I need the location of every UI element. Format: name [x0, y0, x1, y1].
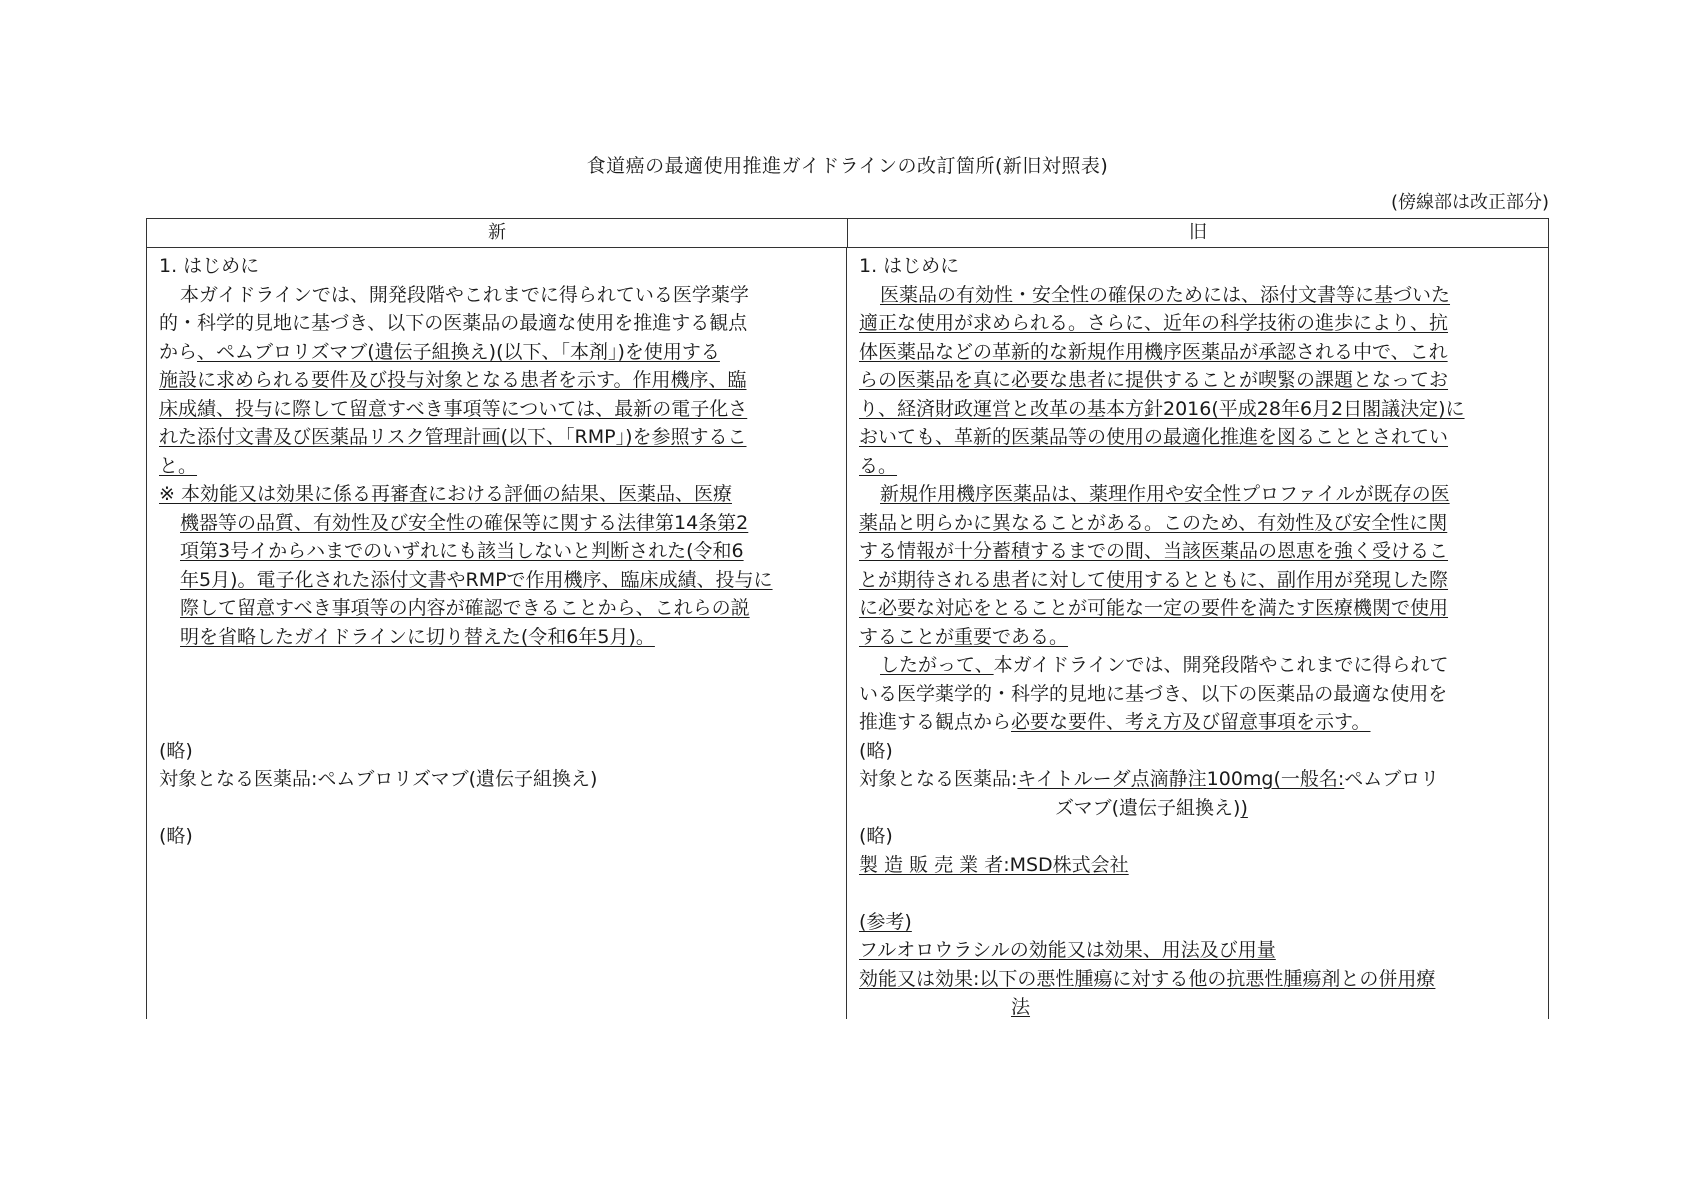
- old-p2-line: [859, 480, 1536, 509]
- old-target-drug: [859, 765, 1536, 794]
- old-drug-text: ズマブ(遺伝子組換え): [1055, 796, 1241, 819]
- new-p2-line: 際して留意すべき事項等の内容が確認できることから、これらの説: [180, 597, 750, 619]
- old-p3-line: [859, 651, 1536, 680]
- new-p1-line: 本ガイドラインでは、開発段階やこれまでに得られている医学薬学: [180, 283, 749, 306]
- old-p1-line: 体医薬品などの革新的な新規作用機序医薬品が承認される中で、これ: [859, 340, 1448, 363]
- new-p2-line: 年5月)。電子化された添付文書やRMPで作用機序、臨床成績、投与に: [180, 568, 773, 591]
- old-drug-underlined: キイトルーダ点滴静注100mg(一般名:: [1017, 768, 1345, 790]
- old-p3-text: 推進する観点から: [859, 711, 1012, 733]
- underline-note: (傍線部は改正部分): [1390, 192, 1549, 213]
- new-p2-line: 機器等の品質、有効性及び安全性の確保等に関する法律第14条第2: [180, 511, 749, 534]
- old-p1-line: [859, 281, 1536, 310]
- new-target-drug: 対象となる医薬品:ペムブロリズマブ(遺伝子組換え): [159, 768, 598, 790]
- old-p3-line: いる医学薬学的・科学的見地に基づき、以下の医薬品の最適な使用を: [859, 682, 1448, 705]
- old-p2-line: することが重要である。: [859, 625, 1069, 648]
- old-drug-label: 対象となる医薬品:: [859, 768, 1018, 790]
- new-p1-line: 的・科学的見地に基づき、以下の医薬品の最適な使用を推進する観点: [159, 312, 748, 334]
- old-effect-text: 以下の悪性腫瘍に対する他の抗悪性腫瘍剤との併用療: [979, 967, 1436, 990]
- new-p2-line: ※ 本効能又は効果に係る再審査における評価の結果、医薬品、医療: [159, 483, 732, 505]
- page-title: 食道癌の最適使用推進ガイドラインの改訂箇所(新旧対照表): [586, 155, 1109, 177]
- old-p3-text: 本ガイドラインでは、開発段階やこれまでに得られて: [993, 654, 1449, 676]
- old-p1-underlined: 医薬品の有効性・安全性の確保のためには、添付文書等に基づいた: [880, 283, 1451, 306]
- old-column: [847, 248, 1548, 1019]
- old-p3-underlined: 必要な要件、考え方及び留意事項を示す。: [1011, 711, 1371, 733]
- old-section-heading: 1. はじめに: [859, 255, 960, 277]
- new-p1-line: [159, 338, 834, 367]
- old-effect-text: 法: [1011, 996, 1031, 1018]
- old-p2-line: とが期待される患者に対して使用するとともに、副作用が発現した際: [859, 568, 1449, 591]
- new-column-header: 新: [147, 219, 848, 247]
- new-p1-line: れた添付文書及び医薬品リスク管理計画(以下、「RMP」)を参照するこ: [159, 426, 747, 448]
- old-column-header: 旧: [1189, 222, 1207, 243]
- old-p2-underlined: 新規作用機序医薬品は、薬理作用や安全性プロファイルが既存の医: [880, 483, 1450, 505]
- new-p2-line: 明を省略したガイドラインに切り替えた(令和6年5月)。: [180, 625, 655, 648]
- new-omit: (略): [159, 825, 193, 847]
- old-effect-cont: [859, 993, 1536, 1022]
- old-drug-text: ペムブロリ: [1344, 768, 1440, 790]
- new-p1-line: と。: [159, 454, 198, 477]
- old-manufacturer: 製 造 販 売 業 者:MSD株式会社: [859, 853, 1129, 876]
- old-reference-label: (参考): [859, 910, 912, 933]
- old-p3-line: [859, 708, 1536, 737]
- old-p1-line: る。: [859, 454, 898, 477]
- new-column: [147, 248, 847, 1019]
- old-effect-label: 効能又は効果:: [859, 967, 980, 990]
- new-p1-line: 施設に求められる要件及び投与対象となる患者を示す。作用機序、臨: [159, 369, 747, 391]
- old-omit: (略): [859, 739, 893, 762]
- old-p2-line: に必要な対応をとることが可能な一定の要件を満たす医療機関で使用: [859, 597, 1449, 619]
- new-p1-line: 床成績、投与に際して留意すべき事項等については、最新の電子化さ: [159, 397, 748, 420]
- new-p1-underlined: 、ペムブロリズマブ(遺伝子組換え)(以下、「本剤」)を使用する: [197, 340, 720, 363]
- new-p2-line: 項第3号イからハまでのいずれにも該当しないと判断された(令和6: [180, 540, 744, 562]
- old-p1-line: らの医薬品を真に必要な患者に提供することが喫緊の課題となってお: [859, 369, 1449, 391]
- new-omit: (略): [159, 739, 193, 762]
- old-fu-title: フルオロウラシルの効能又は効果、用法及び用量: [859, 939, 1276, 961]
- old-target-drug-cont: [859, 794, 1536, 823]
- old-omit: (略): [859, 825, 893, 847]
- old-p1-line: り、経済財政運営と改革の基本方針2016(平成28年6月2日閣議決定)に: [859, 397, 1465, 420]
- old-p1-line: 適正な使用が求められる。さらに、近年の科学技術の進歩により、抗: [859, 312, 1449, 334]
- table-body-row: [147, 248, 1548, 1019]
- old-p2-line: 薬品と明らかに異なることがある。このため、有効性及び安全性に関: [859, 511, 1448, 534]
- old-p2-line: する情報が十分蓄積するまでの間、当該医薬品の恩恵を強く受けるこ: [859, 540, 1449, 562]
- old-drug-underlined: ): [1240, 796, 1248, 819]
- new-p1-text: から: [159, 340, 198, 363]
- table-header-row: [147, 219, 1548, 248]
- new-section-heading: 1. はじめに: [159, 255, 260, 277]
- old-p1-line: おいても、革新的医薬品等の使用の最適化推進を図ることとされてい: [859, 426, 1449, 448]
- old-effect: [859, 965, 1536, 994]
- old-p3-underlined: したがって、: [880, 654, 994, 676]
- comparison-table: [146, 218, 1549, 1019]
